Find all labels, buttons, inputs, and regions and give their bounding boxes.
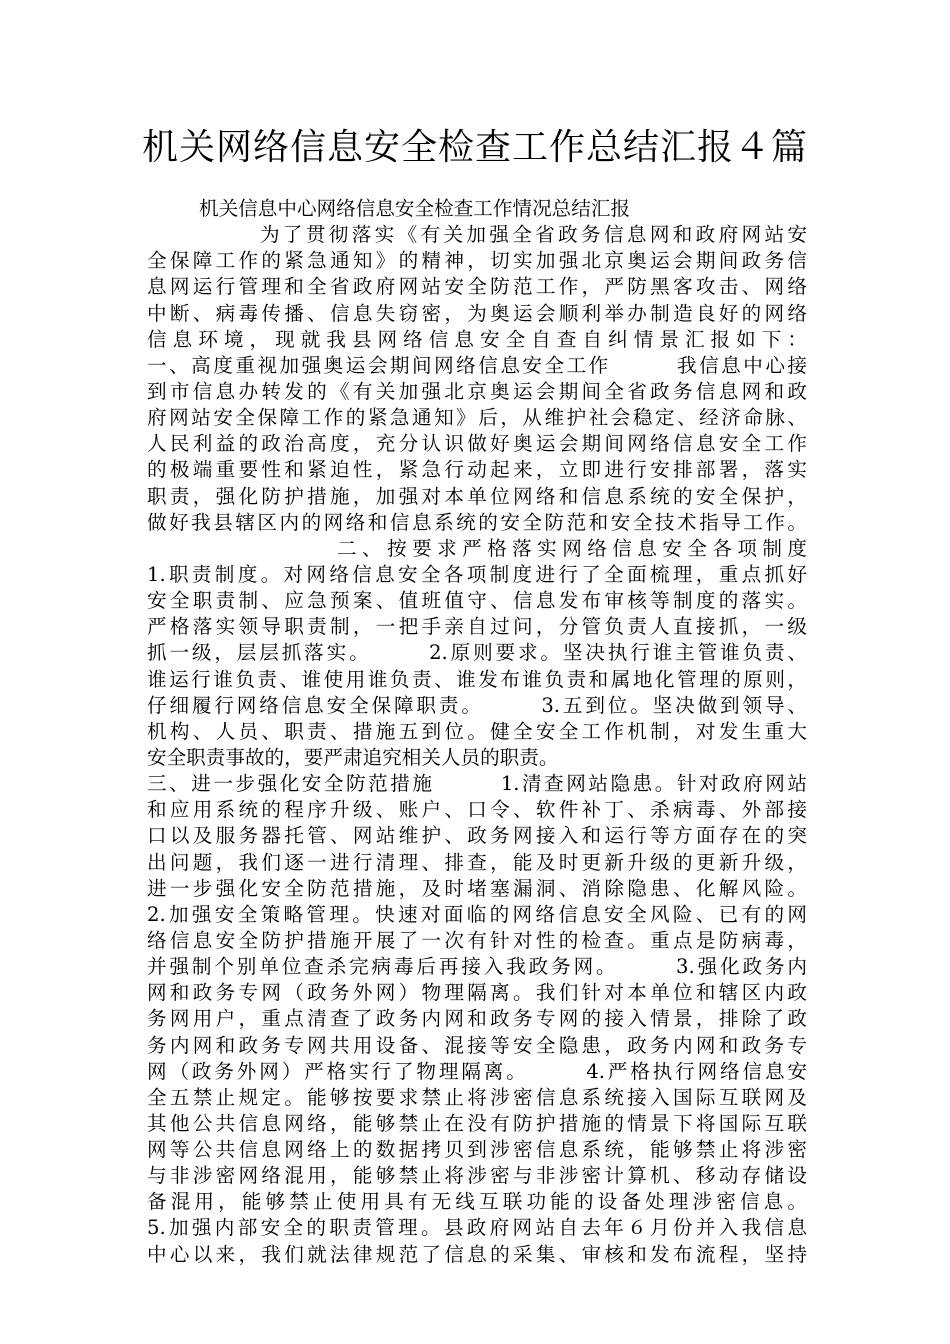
text-line: 仔细履行网络信息安全保障职责。 3.五到位。坚决做到领导、: [147, 693, 807, 717]
text-line: 安全职责事故的，要严肃追究相关人员的职责。: [147, 745, 559, 769]
document-title: 机关网络信息安全检查工作总结汇报４篇: [141, 127, 808, 168]
text-line: 1.职责制度。对网络信息安全各项制度进行了全面梳理，重点抓好: [147, 562, 807, 586]
text-line: 出问题，我们逐一进行清理、排查，能及时更新升级的更新升级，: [147, 850, 807, 874]
document-body: [147, 196, 807, 1268]
text-line: 网等公共信息网络上的数据拷贝到涉密信息系统，能够禁止将涉密: [147, 1138, 807, 1162]
text-line: 到市信息办转发的《有关加强北京奥运会期间全省政务信息网和政: [147, 379, 807, 403]
text-line: 备混用，能够禁止使用具有无线互联功能的设备处理涉密信息。: [147, 1190, 807, 1214]
text-line: 职责，强化防护措施，加强对本单位网络和信息系统的安全保护，: [147, 484, 807, 508]
text-line: 口以及服务器托管、网站维护、政务网接入和运行等方面存在的突: [147, 824, 807, 848]
text-line: 网（政务外网）严格实行了物理隔离。 4.严格执行网络信息安: [147, 1059, 807, 1083]
text-line: 进一步强化安全防范措施，及时堵塞漏洞、消除隐患、化解风险。: [147, 876, 807, 900]
text-line: 务网用户，重点清查了政务内网和政务专网的接入情景，排除了政: [147, 1007, 807, 1031]
text-line: 中心以来，我们就法律规范了信息的采集、审核和发布流程，坚持: [147, 1242, 807, 1266]
text-line: 抓一级，层层抓落实。 2.原则要求。坚决执行谁主管谁负责、: [147, 641, 807, 665]
text-line: 2.加强安全策略管理。快速对面临的网络信息安全风险、已有的网: [147, 902, 807, 926]
text-line: 为了贯彻落实《有关加强全省政务信息网和政府网站安: [260, 223, 807, 247]
text-line: 做好我县辖区内的网络和信息系统的安全防范和安全技术指导工作。: [147, 510, 807, 534]
text-line: 络信息安全防护措施开展了一次有针对性的检查。重点是防病毒，: [147, 928, 807, 952]
text-line: 机关信息中心网络信息安全检查工作情况总结汇报: [199, 197, 631, 220]
text-line: 机构、人员、职责、措施五到位。健全安全工作机制，对发生重大: [147, 719, 807, 743]
text-line: 中断、病毒传播、信息失窃密，为奥运会顺利举办制造良好的网络: [147, 301, 807, 325]
text-line: 务内网和政务专网共用设备、混接等安全隐患，政务内网和政务专: [147, 1033, 807, 1057]
text-line: 的极端重要性和紧迫性，紧急行动起来，立即进行安排部署，落实: [147, 458, 807, 482]
text-line: 并强制个别单位查杀完病毒后再接入我政务网。 3.强化政务内: [147, 955, 807, 979]
text-line: 信息环境，现就我县网络信息安全自查自纠情景汇报如下：: [147, 327, 807, 351]
text-line: 5.加强内部安全的职责管理。县政府网站自去年６月份并入我信息: [147, 1216, 807, 1240]
text-line: 全五禁止规定。能够按要求禁止将涉密信息系统接入国际互联网及: [147, 1085, 807, 1109]
text-line: 二、按要求严格落实网络信息安全各项制度: [337, 536, 807, 560]
text-line: 一、高度重视加强奥运会期间网络信息安全工作 我信息中心接: [147, 353, 807, 377]
text-line: 谁运行谁负责、谁使用谁负责、谁发布谁负责和属地化管理的原则，: [147, 667, 807, 691]
text-line: 安全职责制、应急预案、值班值守、信息发布审核等制度的落实。: [147, 589, 807, 613]
text-line: 网和政务专网（政务外网）物理隔离。我们针对本单位和辖区内政: [147, 981, 807, 1005]
text-line: 和应用系统的程序升级、账户、口令、软件补丁、杀病毒、外部接: [147, 798, 807, 822]
text-line: 人民利益的政治高度，充分认识做好奥运会期间网络信息安全工作: [147, 432, 807, 456]
text-line: 全保障工作的紧急通知》的精神，切实加强北京奥运会期间政务信: [147, 249, 807, 273]
text-line: 三、进一步强化安全防范措施 1.清查网站隐患。针对政府网站: [147, 772, 807, 796]
text-line: 府网站安全保障工作的紧急通知》后，从维护社会稳定、经济命脉、: [147, 406, 807, 430]
text-line: 息网运行管理和全省政府网站安全防范工作，严防黑客攻击、网络: [147, 275, 807, 299]
text-line: 其他公共信息网络，能够禁止在没有防护措施的情景下将国际互联: [147, 1111, 807, 1135]
text-line: 与非涉密网络混用，能够禁止将涉密与非涉密计算机、移动存储设: [147, 1164, 807, 1188]
text-line: 严格落实领导职责制，一把手亲自过问，分管负责人直接抓，一级: [147, 615, 807, 639]
